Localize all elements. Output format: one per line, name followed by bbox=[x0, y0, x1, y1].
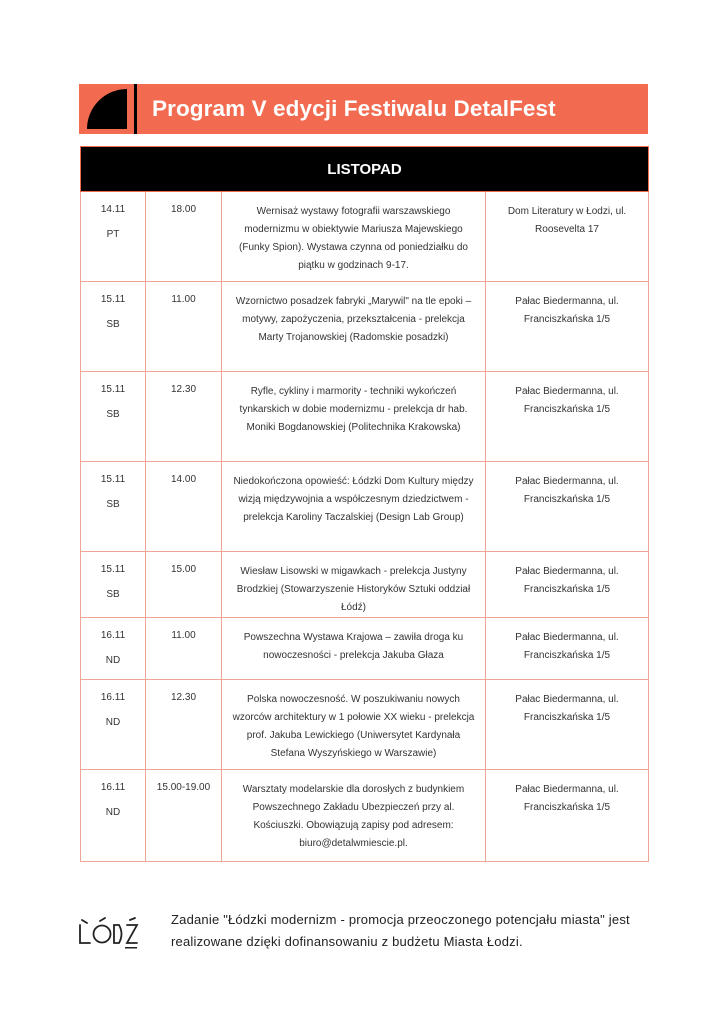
place: Pałac Biedermanna, ul. Franciszkańska 1/5 bbox=[486, 552, 649, 618]
weekday: ND bbox=[105, 717, 121, 728]
description: Wernisaż wystawy fotografii warszawskiego modernizmu w obiektywie Mariusza Majewskiego (Funky Spion). Wystawa czynna od poniedziałku do piątku w godzinach 9-17. bbox=[222, 192, 486, 282]
page-title: Program V edycji Festiwalu DetalFest bbox=[152, 96, 556, 121]
description: Wzornictwo posadzek fabryki „Marywil" na tle epoki – motywy, zapożyczenia, przekształcenia - prelekcja Marty Trojanowskiej (Radomskie posadzki) bbox=[222, 282, 486, 372]
description: Polska nowoczesność. W poszukiwaniu nowych wzorców architektury w 1 połowie XX wieku - prelekcja prof. Jakuba Lewickiego (Uniwersytet Kardynała Stefana Wyszyńskiego w Warszawie) bbox=[222, 680, 486, 770]
weekday: ND bbox=[105, 655, 121, 666]
place: Dom Literatury w Łodzi, ul. Roosevelta 17 bbox=[486, 192, 649, 282]
place: Pałac Biedermanna, ul. Franciszkańska 1/5 bbox=[486, 770, 649, 862]
date: 14.11 bbox=[100, 204, 126, 215]
table-row bbox=[81, 680, 649, 770]
header-banner bbox=[79, 84, 648, 134]
weekday: ND bbox=[105, 807, 121, 818]
weekday: PT bbox=[106, 229, 120, 240]
date: 16.11 bbox=[100, 630, 126, 641]
table-row bbox=[81, 192, 649, 282]
time: 12.30 bbox=[146, 680, 222, 770]
place: Pałac Biedermanna, ul. Franciszkańska 1/5 bbox=[486, 680, 649, 770]
time: 11.00 bbox=[146, 282, 222, 372]
table-row bbox=[81, 552, 649, 618]
time: 15.00-19.00 bbox=[146, 770, 222, 862]
place: Pałac Biedermanna, ul. Franciszkańska 1/5 bbox=[486, 618, 649, 680]
weekday: SB bbox=[106, 589, 120, 600]
description: Warsztaty modelarskie dla dorosłych z budynkiem Powszechnego Zakładu Ubezpieczeń przy al. Kościuszki. Obowiązują zapisy pod adresem: biuro@detalwmiescie.pl. bbox=[222, 770, 486, 862]
description: Ryfle, cykliny i marmority - techniki wykończeń tynkarskich w dobie modernizmu - prelekcja dr hab. Moniki Bogdanowskiej (Politechnika Krakowska) bbox=[222, 372, 486, 462]
time: 12.30 bbox=[146, 372, 222, 462]
month-header: LISTOPAD bbox=[81, 147, 649, 192]
date: 16.11 bbox=[100, 692, 126, 703]
table-row bbox=[81, 462, 649, 552]
time: 15.00 bbox=[146, 552, 222, 618]
funding-note: Zadanie "Łódzki modernizm - promocja przeoczonego potencjału miasta" jest realizowane dzięki dofinansowaniu z budżetu Miasta Łodzi. bbox=[171, 912, 630, 949]
weekday: SB bbox=[106, 319, 120, 330]
quarter-circle-logo-icon bbox=[87, 89, 127, 129]
date: 15.11 bbox=[100, 294, 126, 305]
program-table bbox=[80, 146, 649, 862]
description: Niedokończona opowieść: Łódzki Dom Kultury między wizją międzywojnia a współczesnym dziedzictwem - prelekcja Karoliny Taczalskiej (Design Lab Group) bbox=[222, 462, 486, 552]
weekday: SB bbox=[106, 409, 120, 420]
table-row bbox=[81, 618, 649, 680]
time: 14.00 bbox=[146, 462, 222, 552]
time: 11.00 bbox=[146, 618, 222, 680]
date: 15.11 bbox=[100, 564, 126, 575]
table-row bbox=[81, 372, 649, 462]
lodz-city-logo-icon bbox=[78, 917, 140, 951]
place: Pałac Biedermanna, ul. Franciszkańska 1/5 bbox=[486, 372, 649, 462]
table-row bbox=[81, 282, 649, 372]
weekday: SB bbox=[106, 499, 120, 510]
description: Powszechna Wystawa Krajowa – zawiła droga ku nowoczesności - prelekcja Jakuba Głaza bbox=[222, 618, 486, 680]
place: Pałac Biedermanna, ul. Franciszkańska 1/5 bbox=[486, 462, 649, 552]
date: 16.11 bbox=[100, 782, 126, 793]
time: 18.00 bbox=[146, 192, 222, 282]
place: Pałac Biedermanna, ul. Franciszkańska 1/5 bbox=[486, 282, 649, 372]
banner-divider bbox=[134, 84, 137, 134]
date: 15.11 bbox=[100, 384, 126, 395]
date: 15.11 bbox=[100, 474, 126, 485]
table-row bbox=[81, 770, 649, 862]
description: Wiesław Lisowski w migawkach - prelekcja Justyny Brodzkiej (Stowarzyszenie Historyków Sztuki oddział Łódź) bbox=[222, 552, 486, 618]
